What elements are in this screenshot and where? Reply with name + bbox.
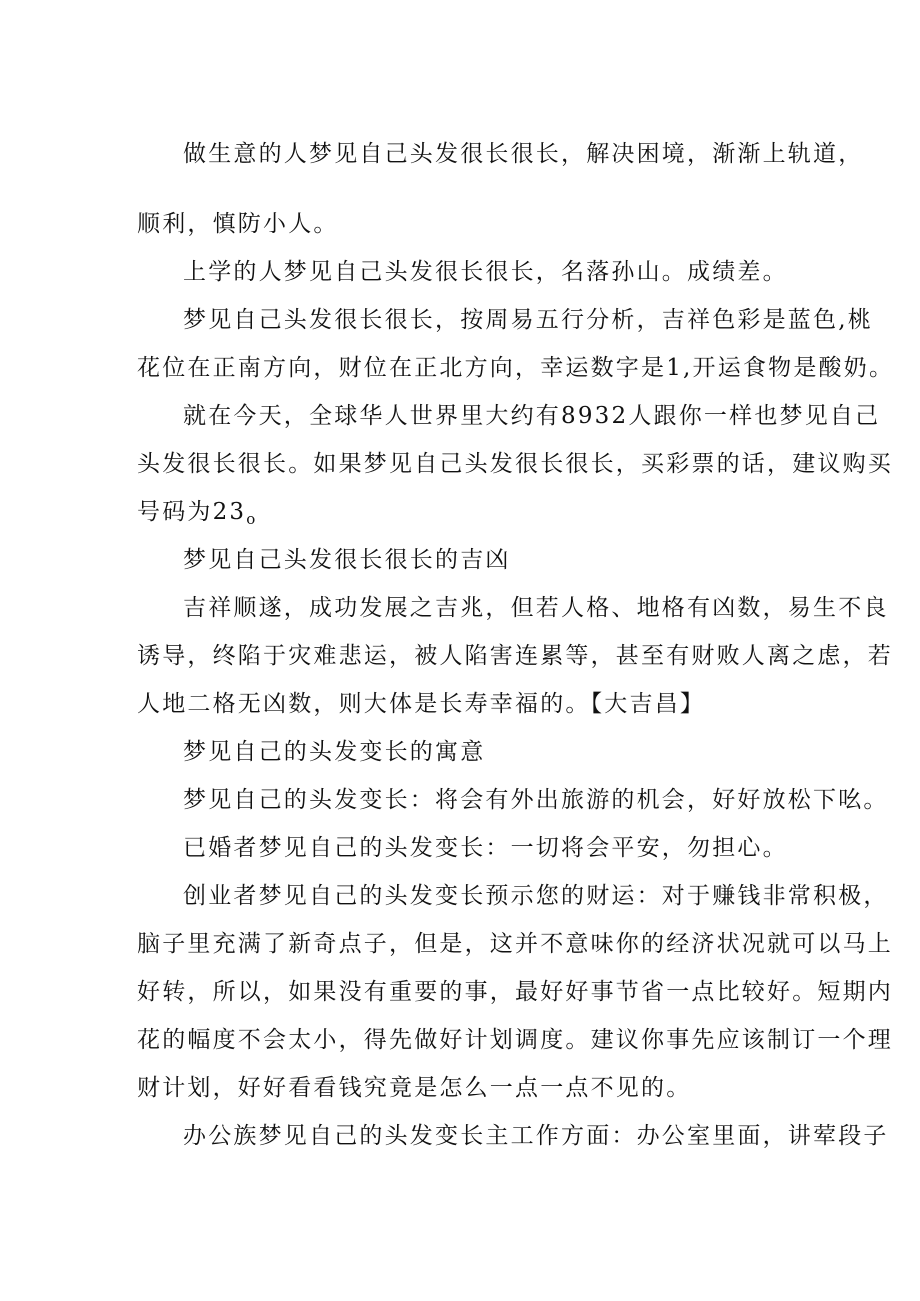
text-line: 梦见自己头发很长很长，按周易五行分析，吉祥色彩是蓝色,桃	[183, 307, 873, 333]
text-line: 花的幅度不会太小，得先做好计划调度。建议你事先应该制订一个理	[137, 1027, 893, 1053]
text-line: 做生意的人梦见自己头发很长很长，解决困境，渐渐上轨道，	[183, 141, 864, 167]
text-line: 财计划，好好看看钱究竟是怎么一点一点不见的。	[137, 1075, 692, 1101]
text-line: 号码为23	[137, 499, 247, 525]
text-line: 好转，所以，如果没有重要的事，最好好事节省一点比较好。短期内	[137, 979, 893, 1005]
text-line: 人地二格无凶数，则大体是长寿幸福的。【大吉昌】	[137, 691, 706, 717]
text-line: 就在今天，全球华人世界里大约有8932人跟你一样也梦见自己	[183, 403, 881, 429]
text-line: 已婚者梦见自己的头发变长：一切将会平安，勿担心。	[183, 835, 788, 861]
sentence-end-marker: o	[246, 510, 256, 528]
text-line: 上学的人梦见自己头发很长很长，名落孙山。成绩差。	[183, 259, 788, 285]
text-line: 花位在正南方向，财位在正北方向，幸运数字是1,开运食物是酸奶。	[137, 355, 895, 381]
text-line: 顺利，慎防小人。	[137, 211, 339, 237]
text-line: 办公族梦见自己的头发变长主工作方面：办公室里面，讲荤段子	[183, 1123, 889, 1149]
text-line: 创业者梦见自己的头发变长预示您的财运：对于赚钱非常积极，	[183, 883, 889, 909]
section-heading: 梦见自己的头发变长的寓意	[183, 739, 486, 765]
text-line: 吉祥顺遂，成功发展之吉兆，但若人格、地格有凶数，易生不良	[183, 595, 889, 621]
text-line: 梦见自己的头发变长：将会有外出旅游的机会，好好放松下吆。	[183, 787, 889, 813]
text-line: 脑子里充满了新奇点子，但是，这并不意味你的经济状况就可以马上	[137, 931, 893, 957]
text-line-last-with-marker	[137, 497, 255, 529]
section-heading: 梦见自己头发很长很长的吉凶	[183, 547, 511, 573]
text-line: 诱导，终陷于灾难悲运，被人陷害连累等，甚至有财败人离之虑，若	[137, 643, 893, 669]
text-line: 头发很长很长。如果梦见自己头发很长很长，买彩票的话，建议购买	[137, 451, 893, 477]
